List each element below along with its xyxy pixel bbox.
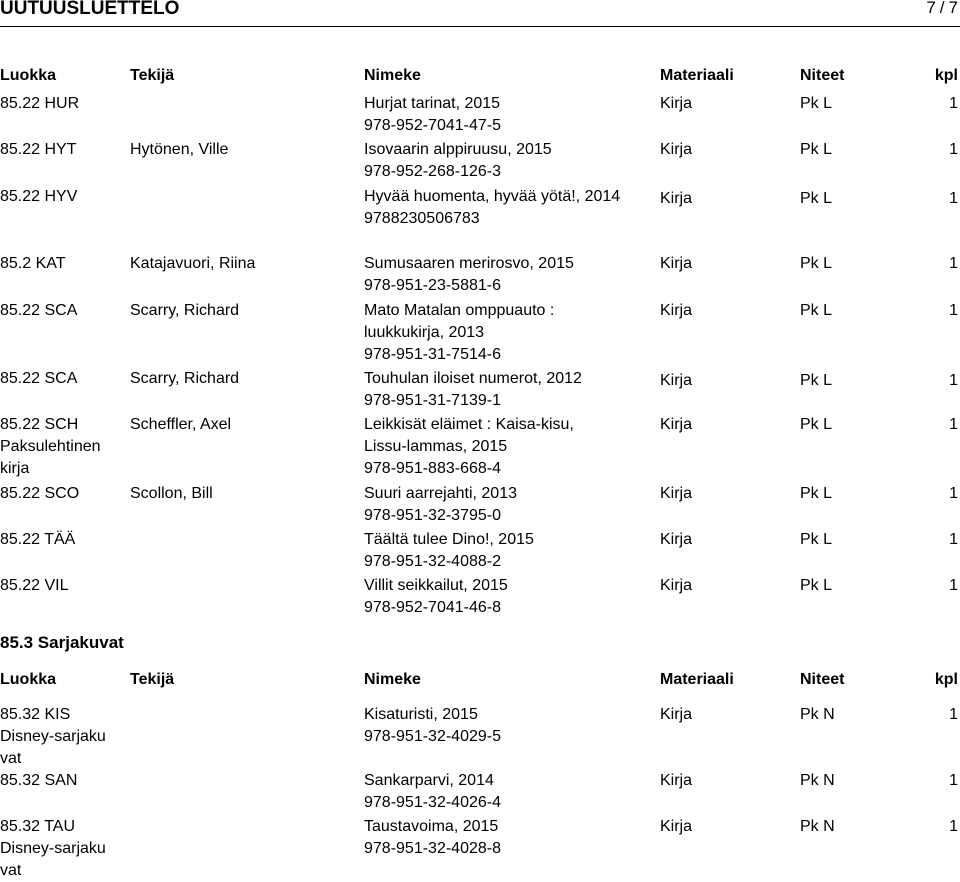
- row-kpl: 1: [949, 141, 958, 158]
- row-materiaali: Kirja: [660, 577, 693, 594]
- row-materiaali: Kirja: [660, 255, 693, 272]
- row-kpl: 1: [949, 302, 958, 319]
- row-luokka: 85.22 HUR: [0, 95, 80, 112]
- row-niteet: Pk L: [800, 485, 833, 502]
- row-kpl: 1: [949, 772, 958, 789]
- row-nimeke: Leikkisät eläimet : Kaisa-kisu, Lissu-lammas, 2015 978-951-883-668-4: [364, 416, 574, 477]
- page-number: 7 / 7: [926, 0, 958, 17]
- row-niteet: Pk L: [800, 531, 833, 548]
- col-luokka: Luokka: [0, 671, 57, 688]
- row-niteet: Pk L: [800, 190, 833, 207]
- row-niteet: Pk N: [800, 772, 835, 789]
- row-materiaali: Kirja: [660, 190, 693, 207]
- row-niteet: Pk L: [800, 577, 833, 594]
- row-niteet: Pk L: [800, 302, 833, 319]
- row-nimeke: Mato Matalan omppuauto : luukkukirja, 2013 978-951-31-7514-6: [364, 302, 555, 363]
- row-kpl: 1: [949, 485, 958, 502]
- page-total: 7: [948, 0, 958, 17]
- row-tekija: Scheffler, Axel: [130, 416, 232, 433]
- header-rule: [0, 26, 960, 27]
- row-tekija: Scollon, Bill: [130, 485, 213, 502]
- row-luokka: 85.22 SCA: [0, 370, 78, 387]
- row-kpl: 1: [949, 577, 958, 594]
- row-luokka: 85.22 SCA: [0, 302, 78, 319]
- col-tekija: Tekijä: [130, 671, 175, 688]
- row-luokka: 85.22 VIL: [0, 577, 69, 594]
- row-materiaali: Kirja: [660, 706, 693, 723]
- row-niteet: Pk N: [800, 818, 835, 835]
- row-luokka: 85.22 HYV: [0, 188, 78, 205]
- row-tekija: Katajavuori, Riina: [130, 255, 256, 272]
- row-nimeke: Kisaturisti, 2015 978-951-32-4029-5: [364, 706, 501, 745]
- col-nimeke: Nimeke: [364, 67, 421, 84]
- row-niteet: Pk L: [800, 416, 833, 433]
- row-tekija: Scarry, Richard: [130, 302, 240, 319]
- row-materiaali: Kirja: [660, 818, 693, 835]
- row-luokka: 85.22 SCO: [0, 485, 80, 502]
- row-niteet: Pk L: [800, 372, 833, 389]
- section-title: 85.3 Sarjakuvat: [0, 633, 124, 652]
- row-kpl: 1: [949, 255, 958, 272]
- row-nimeke: Isovaarin alppiruusu, 2015 978-952-268-126-3: [364, 141, 552, 180]
- row-luokka: 85.22 SCH Paksulehtinen kirja: [0, 416, 101, 477]
- row-materiaali: Kirja: [660, 141, 693, 158]
- row-materiaali: Kirja: [660, 485, 693, 502]
- row-kpl: 1: [949, 190, 958, 207]
- row-tekija: Hytönen, Ville: [130, 141, 229, 158]
- row-materiaali: Kirja: [660, 531, 693, 548]
- row-nimeke: Suuri aarrejahti, 2013 978-951-32-3795-0: [364, 485, 517, 524]
- col-tekija: Tekijä: [130, 67, 175, 84]
- row-luokka: 85.22 TÄÄ: [0, 531, 76, 548]
- page-current: 7: [926, 0, 936, 17]
- row-materiaali: Kirja: [660, 95, 693, 112]
- page-header: [0, 0, 960, 20]
- row-kpl: 1: [949, 531, 958, 548]
- row-luokka: 85.22 HYT: [0, 141, 77, 158]
- col-kpl: kpl: [934, 67, 958, 84]
- col-materiaali: Materiaali: [660, 67, 734, 84]
- row-kpl: 1: [949, 95, 958, 112]
- row-nimeke: Touhulan iloiset numerot, 2012 978-951-31-7139-1: [364, 370, 582, 409]
- col-kpl: kpl: [934, 671, 958, 688]
- row-nimeke: Sumusaaren merirosvo, 2015 978-951-23-5881-6: [364, 255, 574, 294]
- col-nimeke: Nimeke: [364, 671, 421, 688]
- document-title: UUTUUSLUETTELO: [0, 0, 180, 19]
- row-niteet: Pk N: [800, 706, 835, 723]
- row-materiaali: Kirja: [660, 772, 693, 789]
- row-luokka: 85.32 KIS Disney-sarjaku vat: [0, 706, 106, 767]
- row-nimeke: Taustavoima, 2015 978-951-32-4028-8: [364, 818, 501, 857]
- col-niteet: Niteet: [800, 671, 845, 688]
- row-nimeke: Sankarparvi, 2014 978-951-32-4026-4: [364, 772, 501, 811]
- col-materiaali: Materiaali: [660, 671, 734, 688]
- row-luokka: 85.32 SAN: [0, 772, 78, 789]
- row-materiaali: Kirja: [660, 416, 693, 433]
- row-kpl: 1: [949, 372, 958, 389]
- col-luokka: Luokka: [0, 67, 57, 84]
- col-niteet: Niteet: [800, 67, 845, 84]
- row-nimeke: Villit seikkailut, 2015 978-952-7041-46-8: [364, 577, 508, 616]
- row-niteet: Pk L: [800, 141, 833, 158]
- row-nimeke: Täältä tulee Dino!, 2015 978-951-32-4088-2: [364, 531, 534, 570]
- row-niteet: Pk L: [800, 95, 833, 112]
- row-kpl: 1: [949, 416, 958, 433]
- row-kpl: 1: [949, 818, 958, 835]
- row-tekija: Scarry, Richard: [130, 370, 240, 387]
- row-materiaali: Kirja: [660, 302, 693, 319]
- row-nimeke: Hyvää huomenta, hyvää yötä!, 2014 9788230506783: [364, 188, 621, 227]
- row-nimeke: Hurjat tarinat, 2015 978-952-7041-47-5: [364, 95, 501, 134]
- row-niteet: Pk L: [800, 255, 833, 272]
- row-kpl: 1: [949, 706, 958, 723]
- row-materiaali: Kirja: [660, 372, 693, 389]
- row-luokka: 85.2 KAT: [0, 255, 66, 272]
- row-luokka: 85.32 TAU Disney-sarjaku vat: [0, 818, 106, 879]
